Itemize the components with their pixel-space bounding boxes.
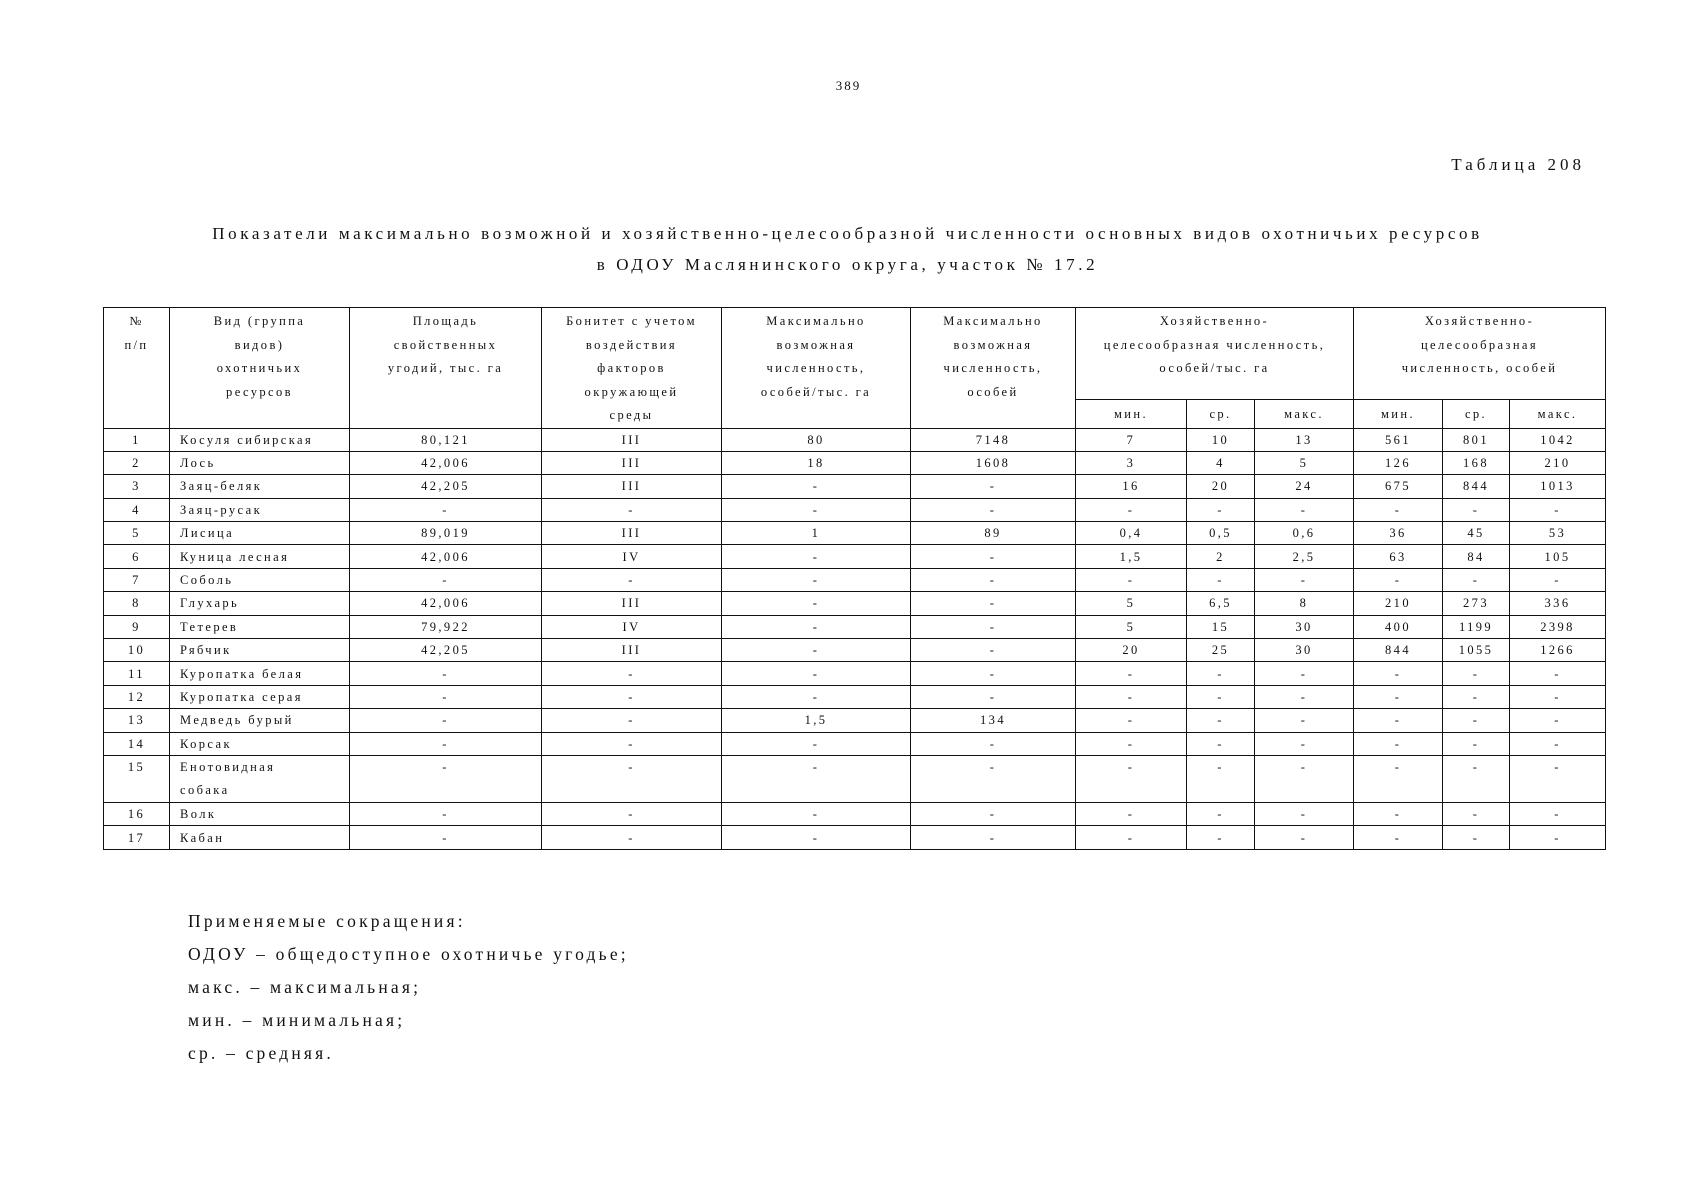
max-count-value: - <box>911 545 1076 568</box>
table-row <box>104 498 1606 521</box>
eco-density-avg: 6,5 <box>1187 592 1255 615</box>
eco-count-avg: - <box>1443 732 1510 755</box>
species-name: Соболь <box>170 568 350 591</box>
area-value: - <box>350 662 542 685</box>
max-density-value: - <box>722 592 911 615</box>
eco-density-avg: 0,5 <box>1187 522 1255 545</box>
bonitet-value: - <box>542 709 722 732</box>
area-value: 80,121 <box>350 428 542 451</box>
eco-count-avg: - <box>1443 498 1510 521</box>
row-number: 10 <box>104 639 170 662</box>
abbreviations <box>188 905 629 1070</box>
eco-density-max: 2,5 <box>1255 545 1354 568</box>
eco-count-min: - <box>1354 755 1443 802</box>
eco-density-avg: - <box>1187 732 1255 755</box>
eco-count-min: 400 <box>1354 615 1443 638</box>
max-density-value: - <box>722 475 911 498</box>
table-row <box>104 639 1606 662</box>
eco-density-min: - <box>1076 662 1187 685</box>
max-density-value: - <box>722 662 911 685</box>
species-name: Лисица <box>170 522 350 545</box>
eco-count-min: - <box>1354 662 1443 685</box>
table-row <box>104 615 1606 638</box>
eco-count-max: - <box>1510 732 1606 755</box>
eco-density-min: 5 <box>1076 615 1187 638</box>
species-name: Рябчик <box>170 639 350 662</box>
header-eco-count: Хозяйственно- целесообразная численность, особей <box>1354 308 1606 400</box>
max-count-value: - <box>911 755 1076 802</box>
table-row <box>104 802 1606 825</box>
eco-count-min: 126 <box>1354 451 1443 474</box>
table-row <box>104 732 1606 755</box>
eco-count-min: 63 <box>1354 545 1443 568</box>
bonitet-value: - <box>542 685 722 708</box>
table-title <box>90 218 1605 280</box>
eco-count-max: 210 <box>1510 451 1606 474</box>
eco-density-min: 1,5 <box>1076 545 1187 568</box>
row-number: 16 <box>104 802 170 825</box>
area-value: 42,006 <box>350 545 542 568</box>
abbreviation-item: ОДОУ – общедоступное охотничье угодье; <box>188 944 629 964</box>
abbreviation-item: ср. – средняя. <box>188 1043 334 1063</box>
species-name: Тетерев <box>170 615 350 638</box>
eco-count-min: 561 <box>1354 428 1443 451</box>
subheader-max: макс. <box>1255 399 1354 428</box>
max-count-value: - <box>911 498 1076 521</box>
eco-count-max: 53 <box>1510 522 1606 545</box>
eco-density-min: 7 <box>1076 428 1187 451</box>
max-count-value: - <box>911 615 1076 638</box>
max-density-value: 18 <box>722 451 911 474</box>
eco-density-avg: - <box>1187 755 1255 802</box>
row-number: 7 <box>104 568 170 591</box>
bonitet-value: III <box>542 475 722 498</box>
table-row <box>104 451 1606 474</box>
abbreviation-item: мин. – минимальная; <box>188 1010 406 1030</box>
max-count-value: - <box>911 826 1076 849</box>
eco-count-min: 675 <box>1354 475 1443 498</box>
table-row <box>104 545 1606 568</box>
eco-count-max: - <box>1510 802 1606 825</box>
eco-density-min: - <box>1076 732 1187 755</box>
eco-density-avg: - <box>1187 498 1255 521</box>
eco-count-avg: 844 <box>1443 475 1510 498</box>
eco-density-avg: - <box>1187 568 1255 591</box>
max-count-value: 7148 <box>911 428 1076 451</box>
row-number: 9 <box>104 615 170 638</box>
eco-density-max: - <box>1255 662 1354 685</box>
eco-count-max: 105 <box>1510 545 1606 568</box>
bonitet-value: - <box>542 568 722 591</box>
eco-count-avg: - <box>1443 802 1510 825</box>
table-row <box>104 755 1606 802</box>
eco-density-min: 16 <box>1076 475 1187 498</box>
row-number: 1 <box>104 428 170 451</box>
eco-count-avg: 1055 <box>1443 639 1510 662</box>
area-value: 79,922 <box>350 615 542 638</box>
table-row <box>104 522 1606 545</box>
eco-count-max: 2398 <box>1510 615 1606 638</box>
eco-density-max: - <box>1255 802 1354 825</box>
row-number: 13 <box>104 709 170 732</box>
row-number: 17 <box>104 826 170 849</box>
row-number: 5 <box>104 522 170 545</box>
eco-count-avg: - <box>1443 685 1510 708</box>
eco-density-max: 30 <box>1255 639 1354 662</box>
row-number: 15 <box>104 755 170 802</box>
eco-density-min: 5 <box>1076 592 1187 615</box>
species-name: Заяц-беляк <box>170 475 350 498</box>
eco-density-min: - <box>1076 685 1187 708</box>
subheader-avg: ср. <box>1187 399 1255 428</box>
max-density-value: 80 <box>722 428 911 451</box>
eco-density-avg: - <box>1187 662 1255 685</box>
eco-density-max: - <box>1255 685 1354 708</box>
eco-count-max: 1266 <box>1510 639 1606 662</box>
eco-density-avg: - <box>1187 826 1255 849</box>
eco-count-max: - <box>1510 709 1606 732</box>
max-density-value: - <box>722 826 911 849</box>
max-density-value: - <box>722 568 911 591</box>
area-value: - <box>350 568 542 591</box>
eco-density-min: - <box>1076 755 1187 802</box>
eco-density-min: - <box>1076 826 1187 849</box>
species-name: Корсак <box>170 732 350 755</box>
eco-density-max: - <box>1255 732 1354 755</box>
eco-density-avg: 10 <box>1187 428 1255 451</box>
eco-density-avg: - <box>1187 709 1255 732</box>
abbreviation-item: макс. – максимальная; <box>188 977 422 997</box>
eco-density-min: 0,4 <box>1076 522 1187 545</box>
area-value: 42,205 <box>350 639 542 662</box>
max-density-value: - <box>722 755 911 802</box>
page-number: 389 <box>835 78 862 93</box>
eco-count-min: - <box>1354 802 1443 825</box>
eco-count-min: - <box>1354 826 1443 849</box>
row-number: 6 <box>104 545 170 568</box>
row-number: 14 <box>104 732 170 755</box>
max-count-value: - <box>911 662 1076 685</box>
eco-density-avg: 4 <box>1187 451 1255 474</box>
row-number: 2 <box>104 451 170 474</box>
table-row <box>104 685 1606 708</box>
eco-density-max: 5 <box>1255 451 1354 474</box>
row-number: 8 <box>104 592 170 615</box>
max-count-value: 134 <box>911 709 1076 732</box>
max-count-value: - <box>911 568 1076 591</box>
species-name: Куница лесная <box>170 545 350 568</box>
bonitet-value: - <box>542 732 722 755</box>
table-row <box>104 592 1606 615</box>
row-number: 12 <box>104 685 170 708</box>
eco-count-max: 1042 <box>1510 428 1606 451</box>
species-name: Волк <box>170 802 350 825</box>
eco-count-max: - <box>1510 755 1606 802</box>
species-name: Куропатка белая <box>170 662 350 685</box>
eco-count-avg: - <box>1443 709 1510 732</box>
eco-count-min: - <box>1354 732 1443 755</box>
area-value: 42,205 <box>350 475 542 498</box>
bonitet-value: III <box>542 451 722 474</box>
eco-density-min: 3 <box>1076 451 1187 474</box>
max-count-value: 89 <box>911 522 1076 545</box>
species-name: Медведь бурый <box>170 709 350 732</box>
area-value: - <box>350 498 542 521</box>
bonitet-value: IV <box>542 545 722 568</box>
eco-count-avg: 168 <box>1443 451 1510 474</box>
eco-count-min: - <box>1354 498 1443 521</box>
eco-count-avg: 1199 <box>1443 615 1510 638</box>
max-density-value: - <box>722 802 911 825</box>
eco-count-avg: 45 <box>1443 522 1510 545</box>
eco-count-avg: - <box>1443 826 1510 849</box>
header-num: № п/п <box>104 308 170 429</box>
species-name: Куропатка серая <box>170 685 350 708</box>
row-number: 3 <box>104 475 170 498</box>
bonitet-value: III <box>542 428 722 451</box>
area-value: - <box>350 802 542 825</box>
eco-density-max: - <box>1255 498 1354 521</box>
eco-density-max: 0,6 <box>1255 522 1354 545</box>
area-value: - <box>350 732 542 755</box>
area-value: 42,006 <box>350 451 542 474</box>
subheader-min: мин. <box>1076 399 1187 428</box>
table-row <box>104 568 1606 591</box>
eco-count-avg: 273 <box>1443 592 1510 615</box>
max-count-value: - <box>911 802 1076 825</box>
species-name: Лось <box>170 451 350 474</box>
eco-count-max: - <box>1510 568 1606 591</box>
eco-density-max: 13 <box>1255 428 1354 451</box>
row-number: 11 <box>104 662 170 685</box>
bonitet-value: - <box>542 662 722 685</box>
header-eco-density: Хозяйственно- целесообразная численность, особей/тыс. га <box>1076 308 1354 400</box>
max-density-value: - <box>722 498 911 521</box>
species-name: Косуля сибирская <box>170 428 350 451</box>
max-count-value: - <box>911 592 1076 615</box>
eco-count-max: 1013 <box>1510 475 1606 498</box>
eco-density-min: - <box>1076 498 1187 521</box>
max-count-value: - <box>911 639 1076 662</box>
area-value: - <box>350 826 542 849</box>
eco-count-avg: 801 <box>1443 428 1510 451</box>
max-density-value: - <box>722 685 911 708</box>
eco-density-avg: - <box>1187 685 1255 708</box>
max-count-value: - <box>911 475 1076 498</box>
eco-density-min: - <box>1076 709 1187 732</box>
header-max-density: Максимально возможная численность, особей/тыс. га <box>722 308 911 429</box>
eco-count-min: 36 <box>1354 522 1443 545</box>
eco-count-min: - <box>1354 568 1443 591</box>
eco-density-max: 30 <box>1255 615 1354 638</box>
table-row <box>104 428 1606 451</box>
header-bonitet: Бонитет с учетом воздействия факторов окружающей среды <box>542 308 722 429</box>
eco-density-avg: 20 <box>1187 475 1255 498</box>
eco-count-avg: - <box>1443 755 1510 802</box>
area-value: - <box>350 685 542 708</box>
bonitet-value: - <box>542 826 722 849</box>
species-name: Глухарь <box>170 592 350 615</box>
eco-density-avg: 15 <box>1187 615 1255 638</box>
species-name: Енотовидная собака <box>170 755 350 802</box>
area-value: 89,019 <box>350 522 542 545</box>
eco-density-avg: 2 <box>1187 545 1255 568</box>
max-density-value: - <box>722 615 911 638</box>
eco-density-max: 8 <box>1255 592 1354 615</box>
bonitet-value: - <box>542 498 722 521</box>
eco-density-max: - <box>1255 755 1354 802</box>
eco-count-max: - <box>1510 498 1606 521</box>
row-number: 4 <box>104 498 170 521</box>
eco-count-min: - <box>1354 709 1443 732</box>
header-species: Вид (группа видов) охотничьих ресурсов <box>170 308 350 429</box>
eco-count-max: - <box>1510 826 1606 849</box>
eco-density-avg: - <box>1187 802 1255 825</box>
header-area: Площадь свойственных угодий, тыс. га <box>350 308 542 429</box>
eco-density-max: - <box>1255 826 1354 849</box>
max-count-value: 1608 <box>911 451 1076 474</box>
eco-density-avg: 25 <box>1187 639 1255 662</box>
eco-count-max: - <box>1510 685 1606 708</box>
table-row <box>104 662 1606 685</box>
eco-density-max: - <box>1255 709 1354 732</box>
header-max-count: Максимально возможная численность, особей <box>911 308 1076 429</box>
table-title-line-1: Показатели максимально возможной и хозяйственно-целесообразной численности основных видов охотничьих ресурсов <box>212 224 1483 243</box>
hunting-resources-table <box>103 307 1606 850</box>
table-row <box>104 475 1606 498</box>
eco-count-min: 844 <box>1354 639 1443 662</box>
table-row <box>104 826 1606 849</box>
max-density-value: - <box>722 732 911 755</box>
eco-count-max: - <box>1510 662 1606 685</box>
max-density-value: - <box>722 639 911 662</box>
max-count-value: - <box>911 685 1076 708</box>
species-name: Заяц-русак <box>170 498 350 521</box>
max-count-value: - <box>911 732 1076 755</box>
bonitet-value: IV <box>542 615 722 638</box>
eco-count-avg: - <box>1443 568 1510 591</box>
bonitet-value: - <box>542 802 722 825</box>
bonitet-value: - <box>542 755 722 802</box>
area-value: - <box>350 755 542 802</box>
eco-count-avg: - <box>1443 662 1510 685</box>
bonitet-value: III <box>542 639 722 662</box>
abbreviations-heading: Применяемые сокращения: <box>188 911 466 931</box>
eco-density-min: - <box>1076 568 1187 591</box>
table-row <box>104 709 1606 732</box>
area-value: 42,006 <box>350 592 542 615</box>
table-label: Таблица 208 <box>1451 155 1585 174</box>
max-density-value: 1,5 <box>722 709 911 732</box>
eco-density-max: 24 <box>1255 475 1354 498</box>
subheader-min: мин. <box>1354 399 1443 428</box>
eco-count-max: 336 <box>1510 592 1606 615</box>
table-body <box>104 428 1606 849</box>
bonitet-value: III <box>542 522 722 545</box>
max-density-value: - <box>722 545 911 568</box>
eco-density-min: - <box>1076 802 1187 825</box>
area-value: - <box>350 709 542 732</box>
table-title-line-2: в ОДОУ Маслянинского округа, участок № 17.2 <box>596 255 1099 274</box>
eco-density-max: - <box>1255 568 1354 591</box>
bonitet-value: III <box>542 592 722 615</box>
eco-count-avg: 84 <box>1443 545 1510 568</box>
subheader-max: макс. <box>1510 399 1606 428</box>
max-density-value: 1 <box>722 522 911 545</box>
species-name: Кабан <box>170 826 350 849</box>
subheader-avg: ср. <box>1443 399 1510 428</box>
eco-count-min: - <box>1354 685 1443 708</box>
eco-count-min: 210 <box>1354 592 1443 615</box>
eco-density-min: 20 <box>1076 639 1187 662</box>
